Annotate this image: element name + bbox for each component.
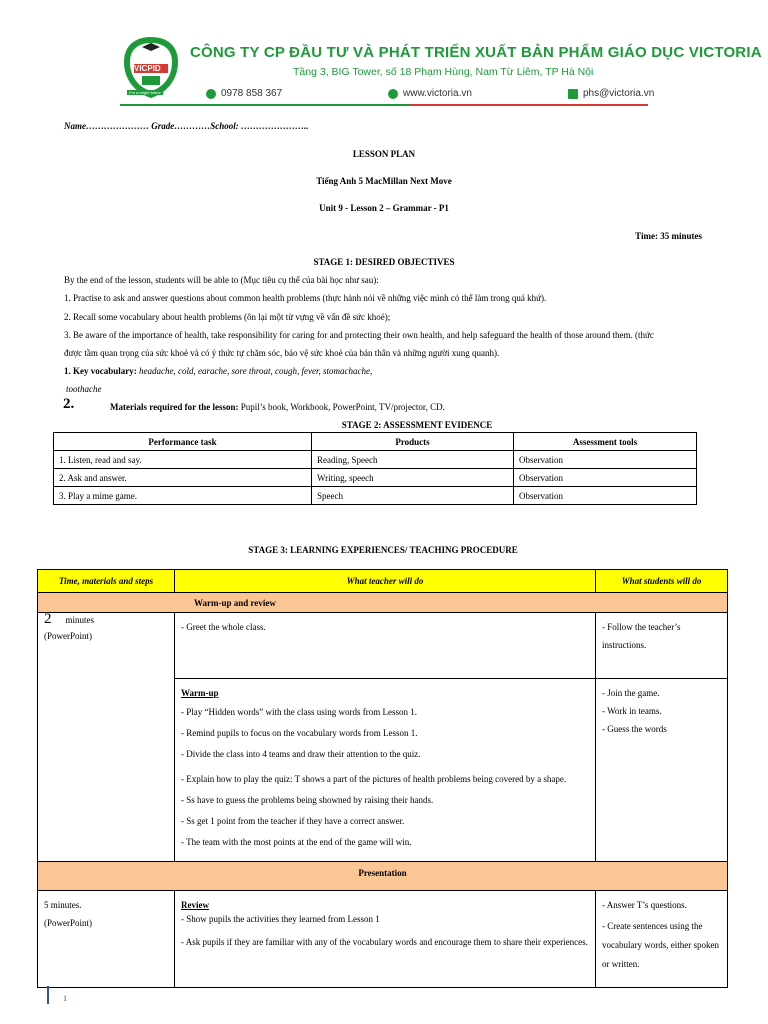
time-number: 2 bbox=[44, 611, 52, 627]
globe-icon bbox=[388, 89, 398, 99]
stage2-heading: STAGE 2: ASSESSMENT EVIDENCE bbox=[341, 420, 493, 430]
website-link[interactable]: www.victoria.vn bbox=[403, 88, 472, 99]
name-line: Name………………… Grade…………School: ………………….. bbox=[64, 121, 309, 131]
assessment-table bbox=[53, 432, 697, 505]
table-row bbox=[54, 451, 697, 469]
procedure-table bbox=[37, 569, 728, 988]
time-label: Time: 35 minutes bbox=[635, 231, 702, 241]
objective-2: 2. Recall some vocabulary about health problems (ôn lại một từ vựng về vấn đề sức khoẻ); bbox=[64, 312, 391, 322]
key-vocabulary: 1. Key vocabulary: headache, cold, earache, sore throat, cough, fever, stomachache, bbox=[64, 366, 373, 376]
table-cell: Reading, Speech bbox=[312, 451, 514, 469]
materials-number: 2. bbox=[63, 396, 75, 412]
company-address: Tầng 3, BIG Tower, số 18 Phạm Hùng, Nam Từ Liêm, TP Hà Nội bbox=[293, 66, 594, 78]
objective-3-line2: được tầm quan trọng của sức khoẻ và có ý thức tự chăm sóc, bảo vệ sức khoẻ của bản thân và những người xung quanh). bbox=[64, 348, 500, 358]
objective-1: 1. Practise to ask and answer questions about common health problems (thực hành nói về những việc mình có thể làm trong quá khứ). bbox=[64, 293, 547, 303]
course-subtitle: Tiếng Anh 5 MacMillan Next Move bbox=[316, 176, 452, 186]
page-number-bar bbox=[47, 986, 49, 1004]
table-cell: Observation bbox=[514, 451, 697, 469]
table-header: Performance task bbox=[54, 433, 312, 451]
teacher-cell: Review - Show pupils the activities they learned from Lesson 1 - Ask pupils if they are familiar with any of the vocabulary words and encourage them to share their experiences. bbox=[175, 891, 596, 988]
table-cell: 3. Play a mime game. bbox=[54, 487, 312, 505]
lesson-plan-title: LESSON PLAN bbox=[352, 149, 416, 159]
review-subtitle: Review bbox=[181, 900, 209, 910]
stage3-heading: STAGE 3: LEARNING EXPERIENCES/ TEACHING PROCEDURE bbox=[248, 545, 518, 555]
table-header: What teacher will do bbox=[175, 570, 596, 593]
materials-note: (PowerPoint) bbox=[44, 631, 92, 641]
table-row bbox=[38, 891, 728, 988]
email-contact bbox=[568, 88, 654, 99]
table-header-row bbox=[54, 433, 697, 451]
teacher-cell: Warm-up - Play “Hidden words” with the class using words from Lesson 1. - Remind pupils to focus on the vocabulary words from Lesson 1. - Divide the class into 4 teams and draw their attention to the quiz. - Explain how to play the quiz: T shows a part of the pictures of health problems being covered by a shape. - Ss have to guess the problems being showned by raising their hands. - Ss get 1 point from the teacher if they have a correct answer. - The team with the most points at the end of the game will win. bbox=[175, 679, 596, 862]
logo-text: VICPID bbox=[134, 64, 161, 73]
section-row bbox=[38, 862, 728, 891]
warmup-subtitle: Warm-up bbox=[181, 688, 219, 698]
students-cell: - Join the game. - Work in teams. - Guess the words bbox=[596, 679, 728, 862]
table-header-row bbox=[38, 570, 728, 593]
phone-icon bbox=[206, 89, 216, 99]
table-row bbox=[54, 469, 697, 487]
materials-line: Materials required for the lesson: Pupil’s book, Workbook, PowerPoint, TV/projector, CD. bbox=[110, 402, 445, 412]
section-row bbox=[38, 593, 728, 613]
logo-slogan: For a bright future bbox=[129, 90, 161, 95]
stage1-heading: STAGE 1: DESIRED OBJECTIVES bbox=[313, 257, 455, 267]
teacher-cell: - Greet the whole class. bbox=[175, 613, 596, 679]
table-cell: Observation bbox=[514, 469, 697, 487]
students-cell: - Follow the teacher’s instructions. bbox=[596, 613, 728, 679]
students-cell: - Answer T’s questions. - Create sentences using the vocabulary words, either spoken or written. bbox=[596, 891, 728, 988]
table-row bbox=[54, 487, 697, 505]
table-header: Time, materials and steps bbox=[38, 570, 175, 593]
time-cell: 2 minutes (PowerPoint) bbox=[38, 613, 175, 862]
objectives-intro: By the end of the lesson, students will be able to (Mục tiêu cụ thể của bài học như sau): bbox=[64, 275, 379, 285]
objective-3-line1: 3. Be aware of the importance of health, take responsibility for caring for and protecting their own health, and help safeguard the health of those around them. (thức bbox=[64, 330, 654, 340]
table-cell: Observation bbox=[514, 487, 697, 505]
header-divider-red bbox=[410, 104, 648, 106]
table-cell: Writing, speech bbox=[312, 469, 514, 487]
table-header: Assessment tools bbox=[514, 433, 697, 451]
unit-title: Unit 9 - Lesson 2 – Grammar - P1 bbox=[319, 203, 449, 213]
table-row bbox=[38, 613, 728, 679]
section-warmup: Warm-up and review bbox=[38, 593, 728, 613]
table-cell: Speech bbox=[312, 487, 514, 505]
website-contact bbox=[388, 88, 472, 99]
table-header: Products bbox=[312, 433, 514, 451]
table-header: What students will do bbox=[596, 570, 728, 593]
section-presentation: Presentation bbox=[38, 862, 728, 891]
phone-number: 0978 858 367 bbox=[221, 88, 283, 99]
header-divider-green bbox=[120, 104, 410, 106]
email-link[interactable]: phs@victoria.vn bbox=[583, 88, 655, 99]
page-number: 1 bbox=[63, 994, 67, 1003]
table-cell: 1. Listen, read and say. bbox=[54, 451, 312, 469]
phone-contact bbox=[206, 88, 282, 99]
time-cell: 5 minutes. (PowerPoint) bbox=[38, 891, 175, 988]
key-vocabulary-cont: toothache bbox=[66, 384, 102, 394]
company-name: CÔNG TY CP ĐẦU TƯ VÀ PHÁT TRIỂN XUẤT BẢN PHẨM GIÁO DỤC VICTORIA bbox=[190, 44, 762, 61]
table-cell: 2. Ask and answer. bbox=[54, 469, 312, 487]
mail-icon bbox=[568, 89, 578, 99]
